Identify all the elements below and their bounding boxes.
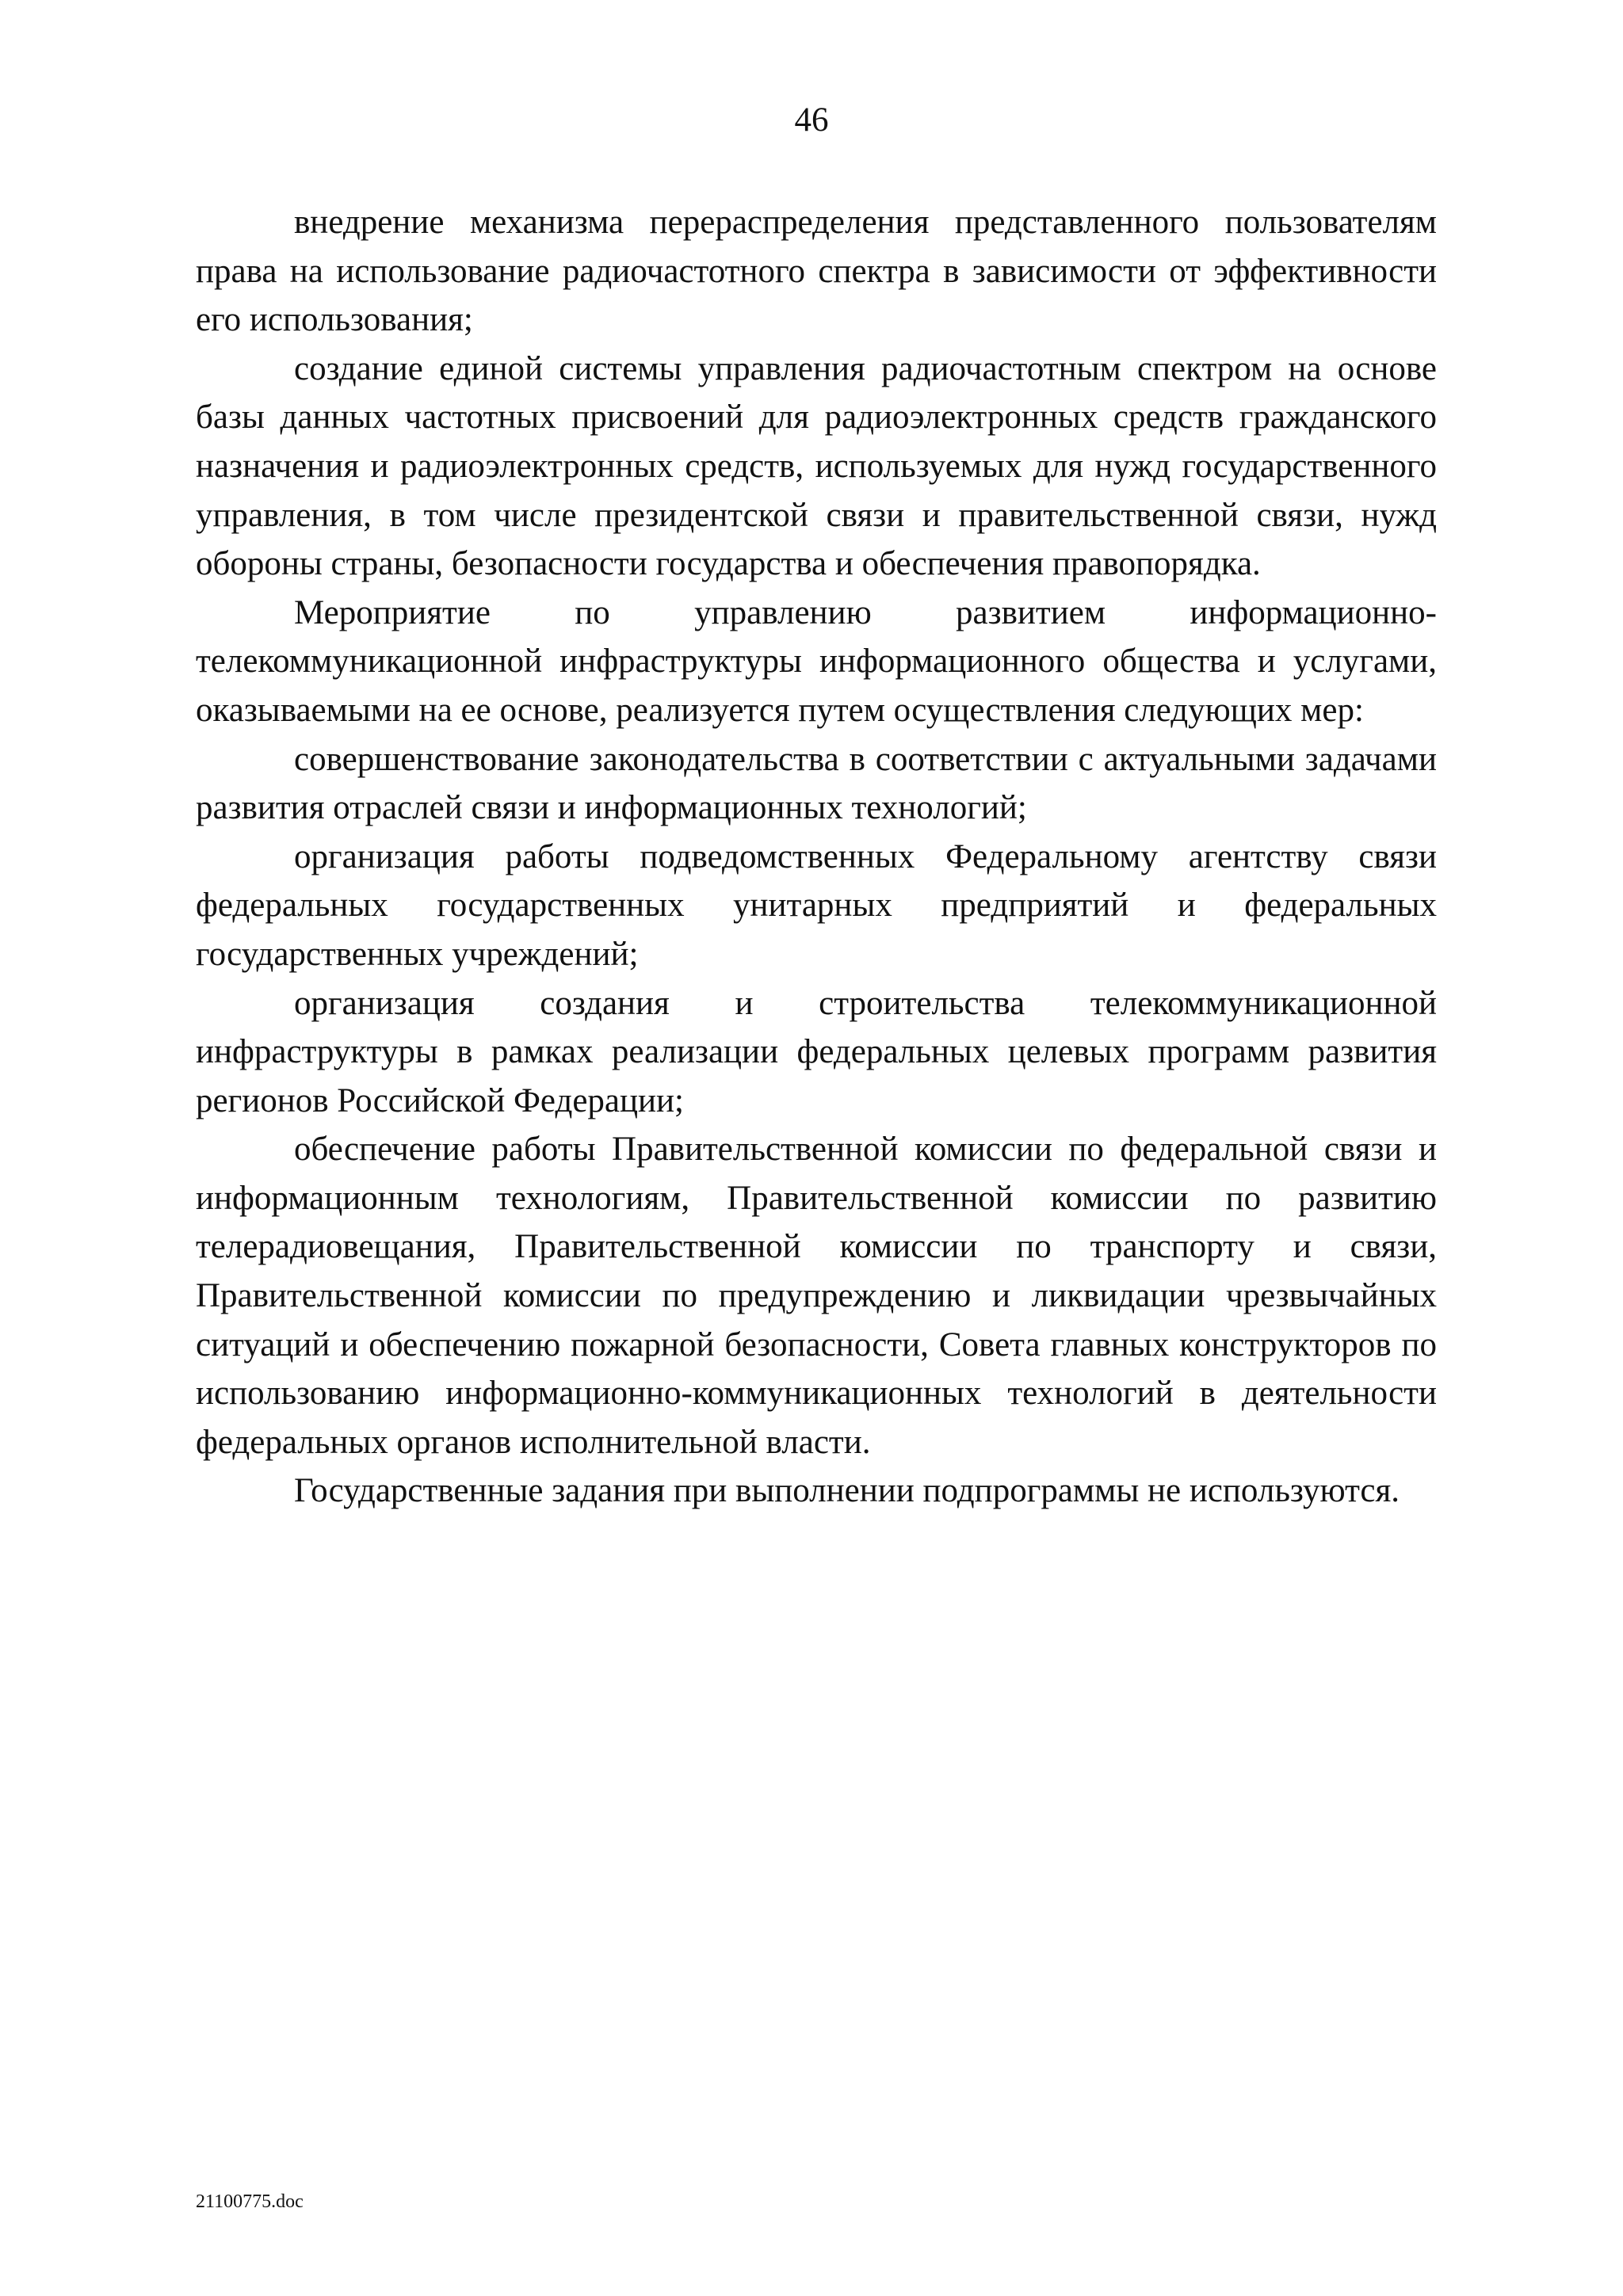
paragraph: обеспечение работы Правительственной комиссии по федеральной связи и информационным технологиям, Правительственной комиссии по развитию телерадиовещания, Правительственной комиссии по транспорту и связи, Правительственной комиссии по предупреждению и ликвидации чрезвычайных ситуаций и обеспечению пожарной безопасности, Совета главных конструкторов по использованию информационно-коммуникационных технологий в деятельности федеральных органов исполнительной власти.	[196, 1131, 1437, 1461]
paragraph: Мероприятие по управлению развитием информационно-телекоммуникационной инфраструктуры информационного общества и услугами, оказываемыми на ее основе, реализуется путем осуществления следующих мер:	[196, 593, 1437, 729]
paragraph: создание единой системы управления радиочастотным спектром на основе базы данных частотных присвоений для радиоэлектронных средств гражданского назначения и радиоэлектронных средств, используемых для нужд государственного управления, в том числе президентской связи и правительственной связи, нужд обороны страны, безопасности государства и обеспечения правопорядка.	[196, 349, 1437, 583]
paragraph: внедрение механизма перераспределения представленного пользователям права на использование радиочастотного спектра в зависимости от эффективности его использования;	[196, 204, 1437, 339]
paragraph: организация создания и строительства телекоммуникационной инфраструктуры в рамках реализации федеральных целевых программ развития регионов Российской Федерации;	[196, 984, 1437, 1119]
page-number: 46	[794, 101, 829, 139]
document-body	[196, 198, 1437, 1516]
footer-filename: 21100775.doc	[196, 2191, 304, 2212]
paragraph: организация работы подведомственных Федеральному агентству связи федеральных государственных унитарных предприятий и федеральных государственных учреждений;	[196, 837, 1437, 973]
paragraph: совершенствование законодательства в соответствии с актуальными задачами развития отраслей связи и информационных технологий;	[196, 740, 1437, 827]
paragraph: Государственные задания при выполнении подпрограммы не используются.	[294, 1472, 1400, 1510]
